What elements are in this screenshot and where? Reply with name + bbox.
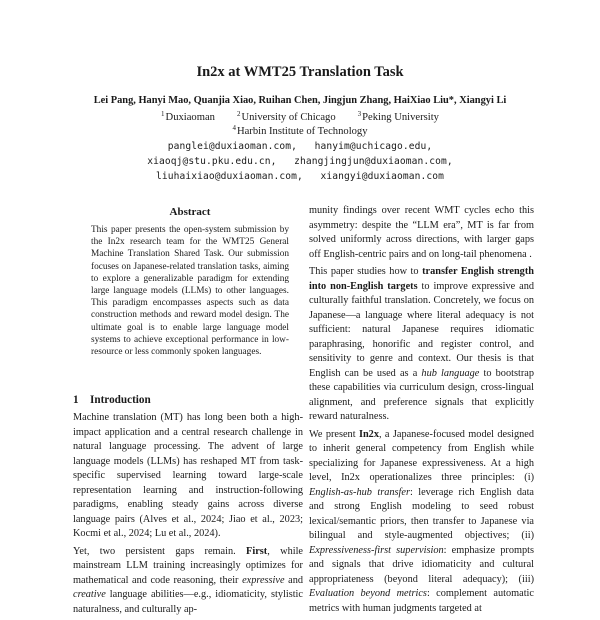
affil-2-name: University of Chicago (241, 112, 336, 123)
section-heading-introduction (73, 394, 151, 406)
intro-paragraph-1: Machine translation (MT) has long been both a high-impact application and a central research challenge in natural language processing. The advent of large language models (LLMs) has reshaped MT from task-specific supervised learning toward large-scale representation learning and instruction-following paradigms, enabling steady gains across diverse language pairs (Alves et al., 2024; Jiao et al., 2023; Kocmi et al., 2024; Lu et al., 2024). (73, 412, 303, 539)
affil-4-mark: 4 (232, 124, 236, 132)
abstract-text: This paper presents the open-system submission by the In2x research team for the WMT25 General Machine Translation Shared Task. Our submission focuses on Japanese-related translation tasks, aiming to explore a generalizable paradigm for extending large language models (LLMs) to other languages. This paradigm encompasses aspects such as data construction methods and reward model design. The ultimate goal is to enable large language model systems to achieve exceptional performance in low-resource or less commonly spoken languages. (91, 225, 289, 358)
right-paragraph-thesis: This paper studies how to transfer English strength into non-English targets to improve expressive and culturally faithful translation. Concretely, we focus on Japanese—a language where literal adequacy is not sufficient: natural Japanese requires idiomatic paraphrasing, honorific and register control, and sensitivity to genre and context. Our thesis is that English can be used as a hub language to bootstrap these capabilities via curriculum design, cross-lingual alignment, and preference signals that explicitly reward naturalness. (309, 266, 534, 422)
email-line-3: liuhaixiao@duxiaoman.com, xiangyi@duxiaoman.com (156, 171, 444, 182)
affil-3-mark: 3 (357, 110, 362, 118)
affiliation-line-1 (0, 110, 600, 123)
affiliation-line-2 (0, 124, 600, 137)
email-line-2: xiaoqj@stu.pku.edu.cn, zhangjingjun@duxiaoman.com, (147, 156, 453, 167)
affil-1-mark: 1 (161, 110, 165, 118)
right-column-body (309, 204, 534, 619)
email-line-1: panglei@duxiaoman.com, hanyim@uchicago.edu, (167, 141, 433, 152)
paper-title: In2x at WMT25 Translation Task (196, 64, 404, 80)
left-column-body (73, 411, 303, 620)
section-number: 1 (73, 394, 79, 406)
section-title: Introduction (90, 394, 151, 406)
affil-3-name: Peking University (362, 112, 439, 123)
abstract-heading: Abstract (169, 206, 211, 218)
right-paragraph-continuation: munity findings over recent WMT cycles echo this asymmetry: despite the “LLM era”, MT is far from solved uniformly across directions, with larger gaps off English-centric pairs and on long-tail phenomena . (309, 205, 534, 260)
affil-2-mark: 2 (236, 110, 241, 118)
affil-4-name: Harbin Institute of Technology (236, 126, 368, 137)
intro-paragraph-2: Yet, two persistent gaps remain. First, while mainstream LLM training increasingly optimizes for mathematical and code reasoning, their expressive and creative language abilities—e.g., idiomaticity, stylistic naturalness, and culturally ap- (73, 545, 304, 615)
right-paragraph-in2x: We present In2x, a Japanese-focused model designed to inherit general competency from English while specializing for Japanese expressiveness. At a high level, In2x operationalizes three principles: (i) English-as-hub transfer: leverage rich English data and strong English modeling to seed robust lexical/semantic priors, then transfer to Japanese via bilingual and style-augmented objectives; (ii) Expressiveness-first supervision: emphasize prompts and signals that drive idiomaticity and cultural appropriateness (beyond literal adequacy); (iii) Evaluation beyond metrics: complement automatic metrics with human judgments targeted at (309, 428, 535, 614)
author-list: Lei Pang, Hanyi Mao, Quanjia Xiao, Ruihan Chen, Jingjun Zhang, HaiXiao Liu*, Xiangyi Li (93, 95, 507, 106)
affil-1-name: Duxiaoman (165, 112, 215, 123)
